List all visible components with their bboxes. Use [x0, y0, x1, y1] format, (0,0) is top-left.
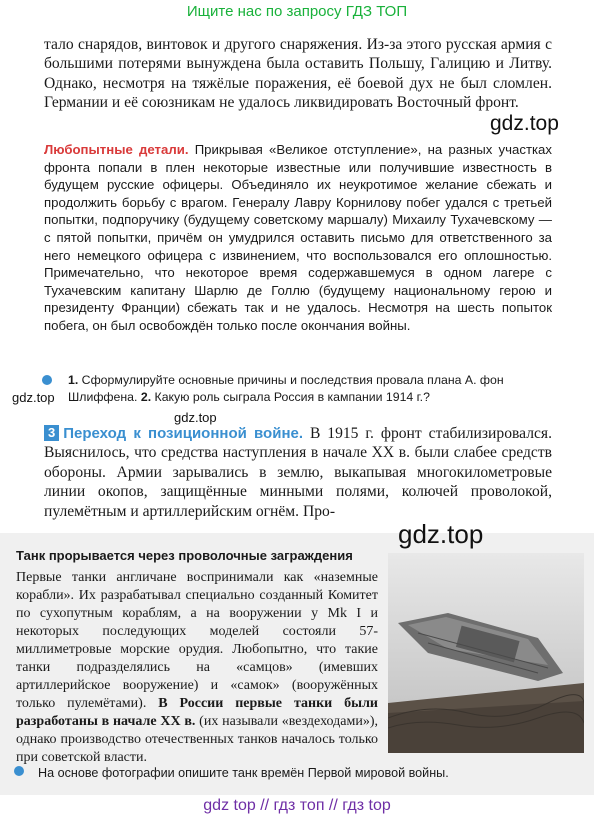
paragraph-retreat: тало снарядов, винтовок и другого снаряжения. Из-за этого русская армия с большими потерями вынуждена была оставить Польшу, Галицию и Литву. Однако, несмотря на тяжёлые поражения, её боевой дух не был сломлен. Германии и её союзникам не удалось ликвидировать Восточный фронт.: [44, 36, 552, 112]
section-title: Переход к позиционной войне.: [63, 425, 304, 442]
question-text: Какую роль сыграла Россия в кампании 1914 г.?: [151, 390, 430, 404]
footer-watermark: gdz top // гдз топ // гдз top: [203, 797, 391, 814]
tank-box-title: Танк прорывается через проволочные заграждения: [16, 548, 353, 563]
bullet-icon: [42, 375, 52, 385]
section-number-badge: 3: [44, 425, 59, 441]
tank-photo: [388, 553, 584, 753]
search-banner: Ищите нас по запросу ГДЗ ТОП: [186, 3, 408, 20]
section-text: В 1915 г. фронт стабилизировался. Выяснилось, что средства наступления в начале XX в. были слабее средств обороны. Армии зарывались в землю, выкапывая многокилометровые линии окопов, защищённые минными полями, колючей проволокой, пулемётным и артиллерийским огнём. Про-: [44, 425, 552, 520]
question-number: 1.: [68, 373, 79, 387]
fun-facts-block: [44, 141, 552, 335]
fun-facts-lead: Любопытные детали.: [44, 142, 189, 157]
fun-facts-text: Прикрывая «Великое отступление», на разных участках фронта попали в плен некоторые известные или получившие известность в будущем русские офицеры. Объединяло их неукротимое желание сбежать и продолжить борьбу с врагом. Генералу Лавру Корнилову побег удался с третьей попытки, подпоручику (будущему советскому маршалу) Михаилу Тухачевскому — с пятой попытки, причём он умудрился оставить письмо для ответственного за него немецкого офицера с извинением, что воспользовался его оплошностью. Примечательно, что некоторое время содержавшемуся в одном лагере с Тухачевским капитану Шарлю де Голлю (будущему национальному герою и президенту Франции) сбежать так и не удалось. Несмотря на шесть попыток побега, он был освобождён только после окончания войны.: [44, 142, 552, 333]
question-number: 2.: [140, 390, 152, 404]
tank-text-bold: В России первые танки были разработаны в начале XX в.: [16, 696, 378, 729]
watermark: gdz.top: [12, 390, 55, 405]
tank-photo-image: [388, 553, 584, 753]
watermark: gdz.top: [490, 112, 559, 135]
watermark: gdz.top: [398, 519, 484, 549]
bullet-icon: [14, 766, 24, 776]
tank-question: На основе фотографии опишите танк времён Первой мировой войны.: [38, 766, 449, 780]
questions-block: [68, 372, 558, 406]
tank-text-part: (их называли «вездеходами»), однако производство отечественных танков началось только при советской власти.: [16, 714, 378, 765]
question-text: Сформулируйте основные причины и последствия провала плана А. фон Шлиффена.: [68, 373, 504, 404]
section-positional-war: [44, 424, 552, 521]
tank-box-text: [16, 569, 378, 767]
watermark: gdz.top: [174, 410, 217, 425]
tank-text-part: Первые танки англичане воспринимали как «наземные корабли». Их разрабатывал специально созданный Комитет по сухопутным кораблям, а на вооружении у Mk I и некоторых последующих моделей состояли 57-миллиметровые морские орудия. Любопытно, что такие танки подразделялись на «самцов» (имевших артиллерийское вооружение) и «самок» (вооружённых только пулемётами).: [16, 570, 378, 711]
